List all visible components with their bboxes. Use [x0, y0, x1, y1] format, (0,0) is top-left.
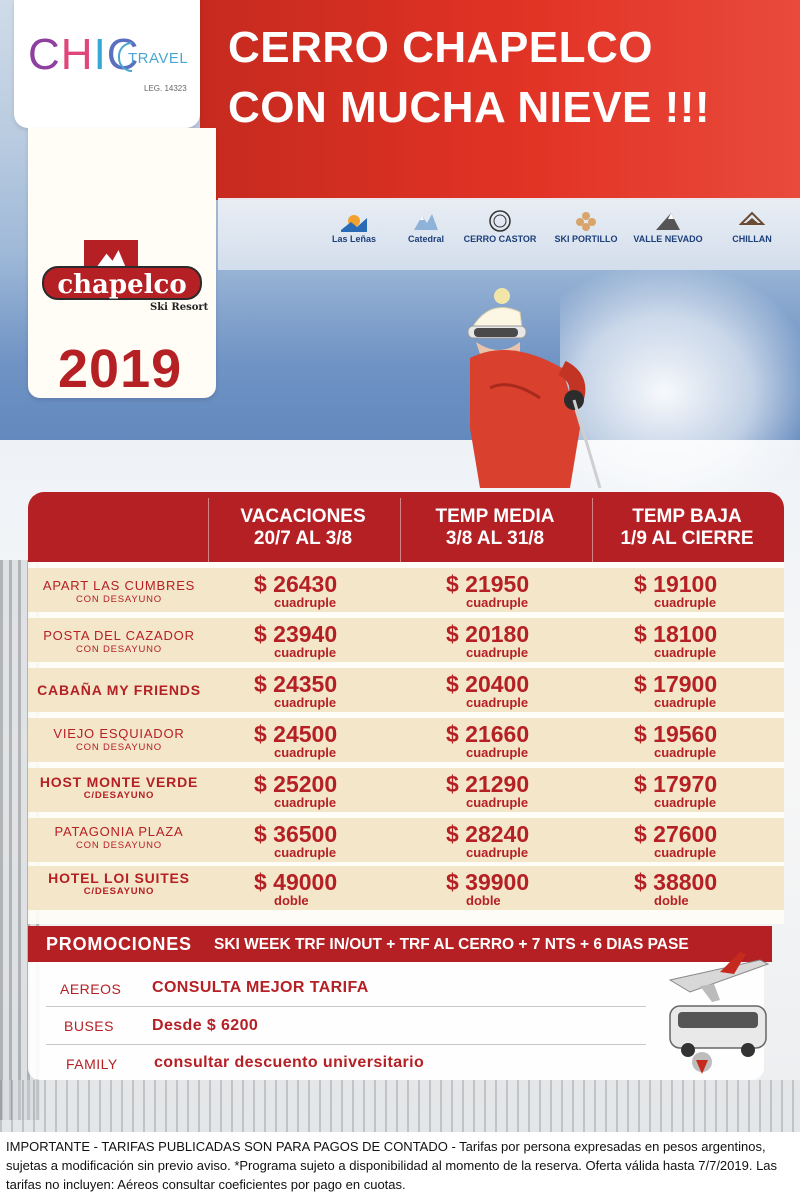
hotel-name-cell [28, 870, 210, 898]
price-cell [634, 772, 784, 809]
promotions-description: SKI WEEK TRF IN/OUT + TRF AL CERRO + 7 NTS + 6 DIAS PASE [214, 936, 689, 953]
price-value: $ 23940 [254, 621, 338, 647]
price-occupancy: cuadruple [654, 645, 717, 660]
price-occupancy: cuadruple [466, 795, 529, 810]
price-value: $ 26430 [254, 571, 338, 597]
price-cell [446, 822, 596, 859]
price-occupancy: cuadruple [654, 845, 717, 860]
hotel-name: CABAÑA MY FRIENDS [37, 682, 201, 698]
promo-value-family: consultar descuento universitario [154, 1054, 425, 1071]
price-occupancy: cuadruple [274, 795, 337, 810]
resort-logo-las-lenas [314, 210, 394, 244]
resort-label: VALLE NEVADO [633, 234, 703, 244]
promo-label-aereos: AEREOS [60, 981, 122, 997]
hotel-board: CON DESAYUNO [76, 840, 162, 851]
price-value: $ 18100 [634, 621, 718, 647]
price-value: $ 21290 [446, 771, 530, 797]
price-occupancy: cuadruple [274, 645, 337, 660]
column-header-temp-media [400, 506, 590, 550]
resort-logo-valle-nevado [628, 210, 708, 244]
resort-logo-ski-portillo [546, 210, 626, 244]
price-occupancy: cuadruple [466, 645, 529, 660]
promo-value-buses: Desde $ 6200 [152, 1017, 259, 1034]
hotel-name-cell [28, 726, 210, 754]
price-value: $ 19100 [634, 571, 718, 597]
price-occupancy: doble [654, 893, 689, 908]
price-occupancy: cuadruple [466, 745, 529, 760]
column-dates: 3/8 AL 31/8 [445, 528, 545, 549]
price-value: $ 17900 [634, 671, 718, 697]
price-occupancy: doble [274, 893, 309, 908]
price-cell [254, 772, 404, 809]
price-cell [254, 822, 404, 859]
promo-label-buses: BUSES [64, 1018, 114, 1034]
skier-illustration [450, 288, 610, 488]
hotel-board: CON DESAYUNO [76, 644, 162, 655]
hotel-name: VIEJO ESQUIADOR [53, 726, 185, 741]
headline [228, 18, 710, 138]
price-value: $ 19560 [634, 721, 718, 747]
hotel-name: POSTA DEL CAZADOR [43, 628, 195, 643]
column-dates: 20/7 AL 3/8 [253, 528, 353, 549]
column-title: TEMP MEDIA [435, 506, 555, 527]
column-dates: 1/9 AL CIERRE [620, 528, 754, 549]
hotel-board: CON DESAYUNO [76, 594, 162, 605]
price-value: $ 27600 [634, 821, 718, 847]
resort-brand-name: chapelco [42, 266, 202, 300]
price-value: $ 25200 [254, 771, 338, 797]
agency-logo-sub: TRAVEL [128, 50, 189, 67]
hotel-name: APART LAS CUMBRES [42, 578, 196, 593]
divider [46, 1044, 646, 1045]
price-cell [446, 722, 596, 759]
price-occupancy: cuadruple [274, 695, 337, 710]
price-value: $ 21950 [446, 571, 530, 597]
divider [46, 1006, 646, 1007]
agency-license: LEG. 14323 [144, 84, 187, 93]
price-cell [446, 772, 596, 809]
resort-label: Catedral [407, 234, 444, 244]
column-header-temp-baja [592, 506, 782, 550]
price-value: $ 24500 [254, 721, 338, 747]
price-value: $ 20180 [446, 621, 530, 647]
price-occupancy: cuadruple [274, 845, 337, 860]
resort-label: Las Leñas [331, 234, 377, 244]
hotel-board: CON DESAYUNO [76, 742, 162, 753]
column-title: TEMP BAJA [632, 506, 742, 527]
price-value: $ 49000 [254, 869, 338, 895]
column-header-vacaciones [208, 506, 398, 550]
resort-logo-chillan [712, 210, 792, 244]
price-cell [634, 672, 784, 709]
price-value: $ 39900 [446, 869, 530, 895]
price-occupancy: cuadruple [654, 695, 717, 710]
price-cell [254, 622, 404, 659]
price-value: $ 24350 [254, 671, 338, 697]
resort-logo-cerro-castor [460, 210, 540, 244]
price-occupancy: cuadruple [466, 595, 529, 610]
price-occupancy: doble [466, 893, 501, 908]
price-cell [254, 672, 404, 709]
seal-icon [487, 210, 513, 232]
plane-bus-illustration [650, 950, 780, 1080]
hotel-board: C/DESAYUNO [83, 790, 155, 801]
price-occupancy: cuadruple [654, 795, 717, 810]
price-cell [446, 622, 596, 659]
price-cell [634, 870, 784, 907]
hotel-board: C/DESAYUNO [83, 886, 155, 897]
promo-value-aereos: CONSULTA MEJOR TARIFA [152, 979, 369, 996]
headline-line-1: CERRO CHAPELCO [228, 23, 654, 72]
price-cell [634, 722, 784, 759]
price-cell [254, 572, 404, 609]
hotel-name: HOTEL LOI SUITES [48, 870, 190, 886]
price-cell [446, 672, 596, 709]
price-cell [446, 870, 596, 907]
agency-logo: CHIC [28, 30, 140, 79]
price-cell [634, 572, 784, 609]
peak-icon [655, 210, 681, 232]
column-title: VACACIONES [240, 506, 366, 527]
price-occupancy: cuadruple [274, 745, 337, 760]
sun-icon [341, 210, 367, 232]
price-occupancy: cuadruple [466, 695, 529, 710]
hotel-name: PATAGONIA PLAZA [54, 824, 184, 839]
price-occupancy: cuadruple [466, 845, 529, 860]
hotel-name-cell [28, 578, 210, 606]
price-occupancy: cuadruple [274, 595, 337, 610]
hotel-name-cell [28, 774, 210, 802]
price-value: $ 20400 [446, 671, 530, 697]
price-occupancy: cuadruple [654, 595, 717, 610]
price-occupancy: cuadruple [654, 745, 717, 760]
resort-label: CHILLAN [732, 234, 772, 244]
hotel-name: HOST MONTE VERDE [39, 774, 199, 790]
promotions-title: PROMOCIONES [46, 934, 192, 954]
trees-bottom [0, 1080, 800, 1140]
season-year: 2019 [58, 339, 183, 399]
lodge-icon [739, 210, 765, 232]
hotel-name-cell [28, 628, 210, 656]
price-cell [634, 622, 784, 659]
headline-line-2: CON MUCHA NIEVE !!! [228, 83, 711, 132]
hotel-name-cell [28, 682, 210, 698]
disclaimer-text: IMPORTANTE - TARIFAS PUBLICADAS SON PARA PAGOS DE CONTADO - Tarifas por persona expresadas en pesos argentinos, sujetas a modificación sin previo aviso. *Programa sujeto a disponibilidad al momento de la reserva. Oferta válida hasta 7/7/2019. Las tarifas no incluyen: Aéreos consultar coeficientes por pago en cuotas. [6, 1139, 778, 1192]
price-cell [254, 722, 404, 759]
price-value: $ 28240 [446, 821, 530, 847]
price-cell [446, 572, 596, 609]
hotel-name-cell [28, 824, 210, 852]
promo-label-family: FAMILY [66, 1056, 118, 1072]
resort-label: SKI PORTILLO [554, 234, 618, 244]
mountain-icon [413, 210, 439, 232]
resort-logo-catedral [386, 210, 466, 244]
price-cell [254, 870, 404, 907]
flower-icon [573, 210, 599, 232]
price-cell [634, 822, 784, 859]
resort-brand-sub: Ski Resort [150, 302, 209, 313]
resort-label: CERRO CASTOR [463, 234, 537, 244]
price-value: $ 17970 [634, 771, 718, 797]
price-value: $ 21660 [446, 721, 530, 747]
price-value: $ 38800 [634, 869, 718, 895]
price-value: $ 36500 [254, 821, 338, 847]
